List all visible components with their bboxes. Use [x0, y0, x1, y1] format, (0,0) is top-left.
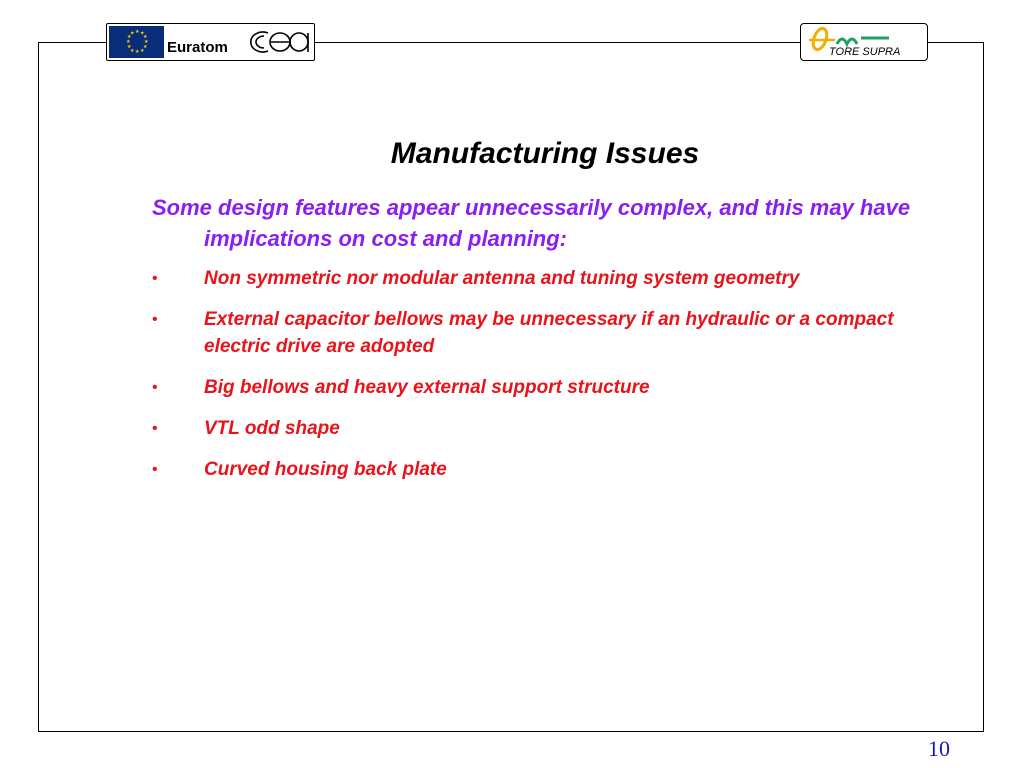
- svg-text:★: ★: [140, 30, 145, 37]
- list-item: [152, 265, 952, 292]
- euratom-cea-logo: [106, 23, 315, 61]
- eu-stars-icon: [109, 26, 164, 58]
- svg-text:★: ★: [143, 34, 148, 40]
- list-item-text: VTL odd shape: [204, 418, 340, 439]
- bullet-list: [152, 265, 952, 497]
- tore-supra-logo: [800, 23, 928, 61]
- slide-intro: Some design features appear unnecessarily complex, and this may have implications on cost and planning:: [152, 195, 911, 251]
- list-item: [152, 374, 952, 401]
- bullet-icon: •: [152, 311, 158, 328]
- list-item: [152, 415, 952, 442]
- list-item-text: Curved housing back plate: [204, 459, 447, 480]
- slide-title: Manufacturing Issues: [390, 137, 700, 170]
- list-item-text: Big bellows and heavy external support structure: [204, 377, 650, 398]
- list-item-text: Non symmetric nor modular antenna and tuning system geometry: [204, 268, 800, 289]
- bullet-icon: •: [152, 379, 158, 396]
- cea-logo-icon: [250, 27, 312, 57]
- svg-text:★: ★: [126, 39, 131, 45]
- svg-text:★: ★: [127, 44, 132, 50]
- euratom-label: Euratom: [167, 39, 228, 56]
- list-item-text: External capacitor bellows may be unnecessary if an hydraulic or a compact electric drive are adopted: [204, 309, 894, 357]
- bullet-icon: •: [152, 461, 158, 478]
- eu-flag-icon: [109, 26, 164, 58]
- page-number: 10: [928, 736, 950, 761]
- bullet-icon: •: [152, 270, 158, 287]
- tore-supra-label: TORE SUPRA: [829, 46, 901, 58]
- svg-text:★: ★: [143, 44, 148, 50]
- bullet-icon: •: [152, 420, 158, 437]
- svg-text:★: ★: [144, 39, 149, 45]
- svg-text:★: ★: [135, 29, 140, 35]
- list-item: [152, 306, 952, 360]
- svg-text:★: ★: [130, 48, 135, 54]
- list-item: [152, 456, 952, 483]
- svg-text:★: ★: [135, 49, 140, 55]
- svg-text:★: ★: [140, 48, 145, 54]
- svg-text:★: ★: [127, 34, 132, 40]
- svg-text:★: ★: [130, 30, 135, 37]
